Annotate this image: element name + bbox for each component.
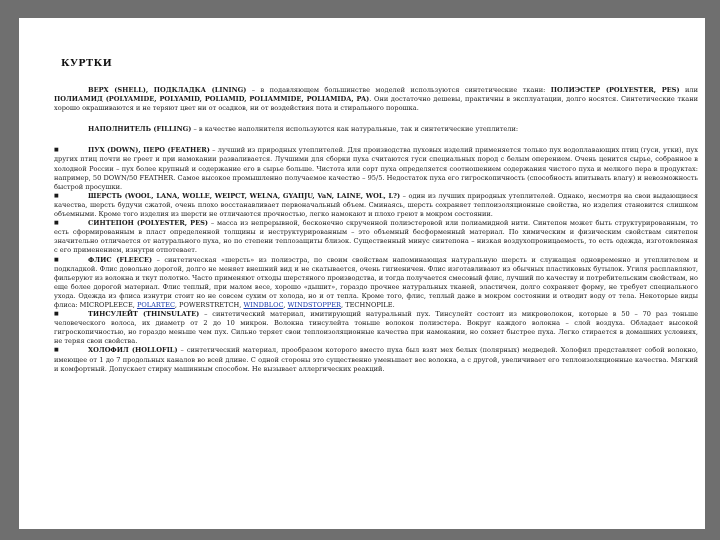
list-item-down: ■ ПУХ (DOWN), ПЕРО (FEATHER) – лучший из природных утеплителей. Для производства пуховых изделий применяется только пух водоплавающих птиц (гуси, утки), пух других птиц почти не греет и при намокании разваливается. Лучшими для сборки пуха считаются гуси специальных пород с белым оперением. Очень ценится сырье, собранное в холодной России – пух более крупный и содержание его в сырье больше. Чистота или сорт пуха определяется соотношением содержания чистого пуха и мелкого пера в продуктах: например, 50 DOWN/50 FEATHER. Самое высокое промышленно получаемое качество – 95/5. Недостаток пуха его гигроскопичность (способность впитывать влагу) и невозможность быстрой просушки.	[54, 146, 698, 191]
page-title: КУРТКИ	[61, 58, 113, 69]
shell-heading: ВЕРХ (SHELL), ПОДКЛАДКА (LINING)	[88, 86, 247, 94]
shell-paragraph: ВЕРХ (SHELL), ПОДКЛАДКА (LINING) – в подавляющем большинстве моделей используются синтетические ткани: ПОЛИЭСТЕР (POLYESTER, PES) или ПОЛИАМИД (POLYAMIDE, POLYAMID, POLIAMID, POLIAMMIDE, POLIAMIDA, PA). Они достаточно дешевы, практичны в эксплуатации, долго носятся. Синтетические ткани хорошо окрашиваются и не теряют цвет ни от осадков, ни от воздействия пота и стирального порошка.	[54, 86, 698, 113]
list-item-sintepon: ■ СИНТЕПОН (POLYESTER, PES) – масса из непрерывной, бесконечно скрученной полиэстеровой или полиамидной нити. Синтепон может быть структурированным, то есть сформированным в пласт определенной толщины и неструктурированным – это объемный бесформенный материал. По химическим и физическим свойствам синтепон значительно отличается от натурального пуха, но по степени теплозащиты близок. Существенный минус синтепона – низкая воздухопроницаемость, то есть одежда, изготовленная с его применением, изнутри отпотевает.	[54, 219, 698, 255]
list-item-thinsulate: ■ ТИНСУЛЕЙТ (THINSULATE) – синтетический материал, имитирующий натуральный пух. Тинсулейт состоит из микроволокон, которые в 50 – 70 раз тоньше человеческого волоса, их диаметр от 2 до 10 микрон. Волокна тинсулейта тоньше волокон полиэстера. Вокруг каждого волокна – слой воздуха. Обладает высокой гигроскопичностью, но гораздо меньше чем пух. Сильно теряет свои теплоизоляционные качества при намокании, но сохнет быстрее пуха. Легко стирается в домашних условиях, не теряя свои свойства.	[54, 310, 699, 346]
bullet-icon: ■	[54, 256, 59, 263]
bullet-icon: ■	[54, 220, 59, 227]
list-item-fleece: ■ ФЛИС (FLEECE) – синтетическая «шерсть» из полиэстра, по своим свойствам напоминающая натуральную шерсть и служащая одновременно и утеплителем и подкладкой. Флис довольно дорогой, долго не меняет внешний вид и не скатывается, очень гигиеничен. Флис изготавливают из обычных пластиковых бутылок. Угиля расплавляют, фильеруют из волокна и ткут полотно. Часто применяют отходы шерстяного производства, и тогда получается смесовый флис, лучший по качеству и потребительским свойствам, но еще более дорогой материал. Флис теплый, при малом весе, хорошо «дышит», гораздо прочнее натуральных тканей, эластичен, долго сохраняет форму, не требует специального ухода. Одежда из флиса изнутри стоит но не совсем сухим от холода, но и от тепла. Кроме того, флис, теплый даже в мокром состоянии и отводит воду от тела. Некоторые виды флиса: MICROPLEECE, POLARTEC, POWERSTRETCH, WINDBLOC, WINDSTOPPER, TECHNOPILE.	[54, 255, 698, 309]
bullet-icon: ■	[54, 347, 59, 354]
list-item-hollofil: ■ ХОЛОФИЛ (HOLLOFIL) – синтетический материал, прообразом которого вместо пуха был взят мех белых (полярных) медведей. Холофил представляет собой волокно, имеющее от 1 до 7 продольных каналов во всей длине. С одной стороны это существенно уменьшает вес волокна, а с другой, увеличивает его теплоизоляционные качества. Мягкий и комфортный. Допускает стирку машинным способом. Не вызывает аллергических реакций.	[54, 346, 699, 373]
document-page	[19, 18, 705, 529]
filling-heading: НАПОЛНИТЕЛЬ (FILLING)	[88, 125, 192, 134]
link-windstopper[interactable]: WINDSTOPPER	[287, 300, 341, 309]
filling-paragraph: НАПОЛНИТЕЛЬ (FILLING) – в качестве наполнителя используются как натуральные, так и синтетические утеплители:	[88, 125, 519, 134]
list-item-wool: ■ ШЕРСТЬ (WOOL, LANA, WOLLE, WEIPCT, WELNA, GYAПJU, VaN, LAINE, WOL, L?) – один из лучших природных утеплителей. Однако, несмотря на свои выдающиеся качества, шерсть будучи сжатой, очень плохо восстанавливает первоначальный объем. Сминаясь, шерсть сохраняет теплоизоляционные свойства, но изделия становится слишком объемными. Кроме того изделия из шерсти не отличаются прочностью, легко намокают и плохо греют в мокром состоянии.	[54, 191, 698, 219]
link-windbloc[interactable]: WINDBLOC	[243, 300, 284, 309]
bullet-icon: ■	[54, 147, 59, 154]
bullet-icon: ■	[54, 192, 59, 199]
bullet-icon: ■	[54, 311, 59, 318]
link-polartec[interactable]: POLARTEC	[136, 300, 175, 309]
document-body	[54, 86, 698, 374]
